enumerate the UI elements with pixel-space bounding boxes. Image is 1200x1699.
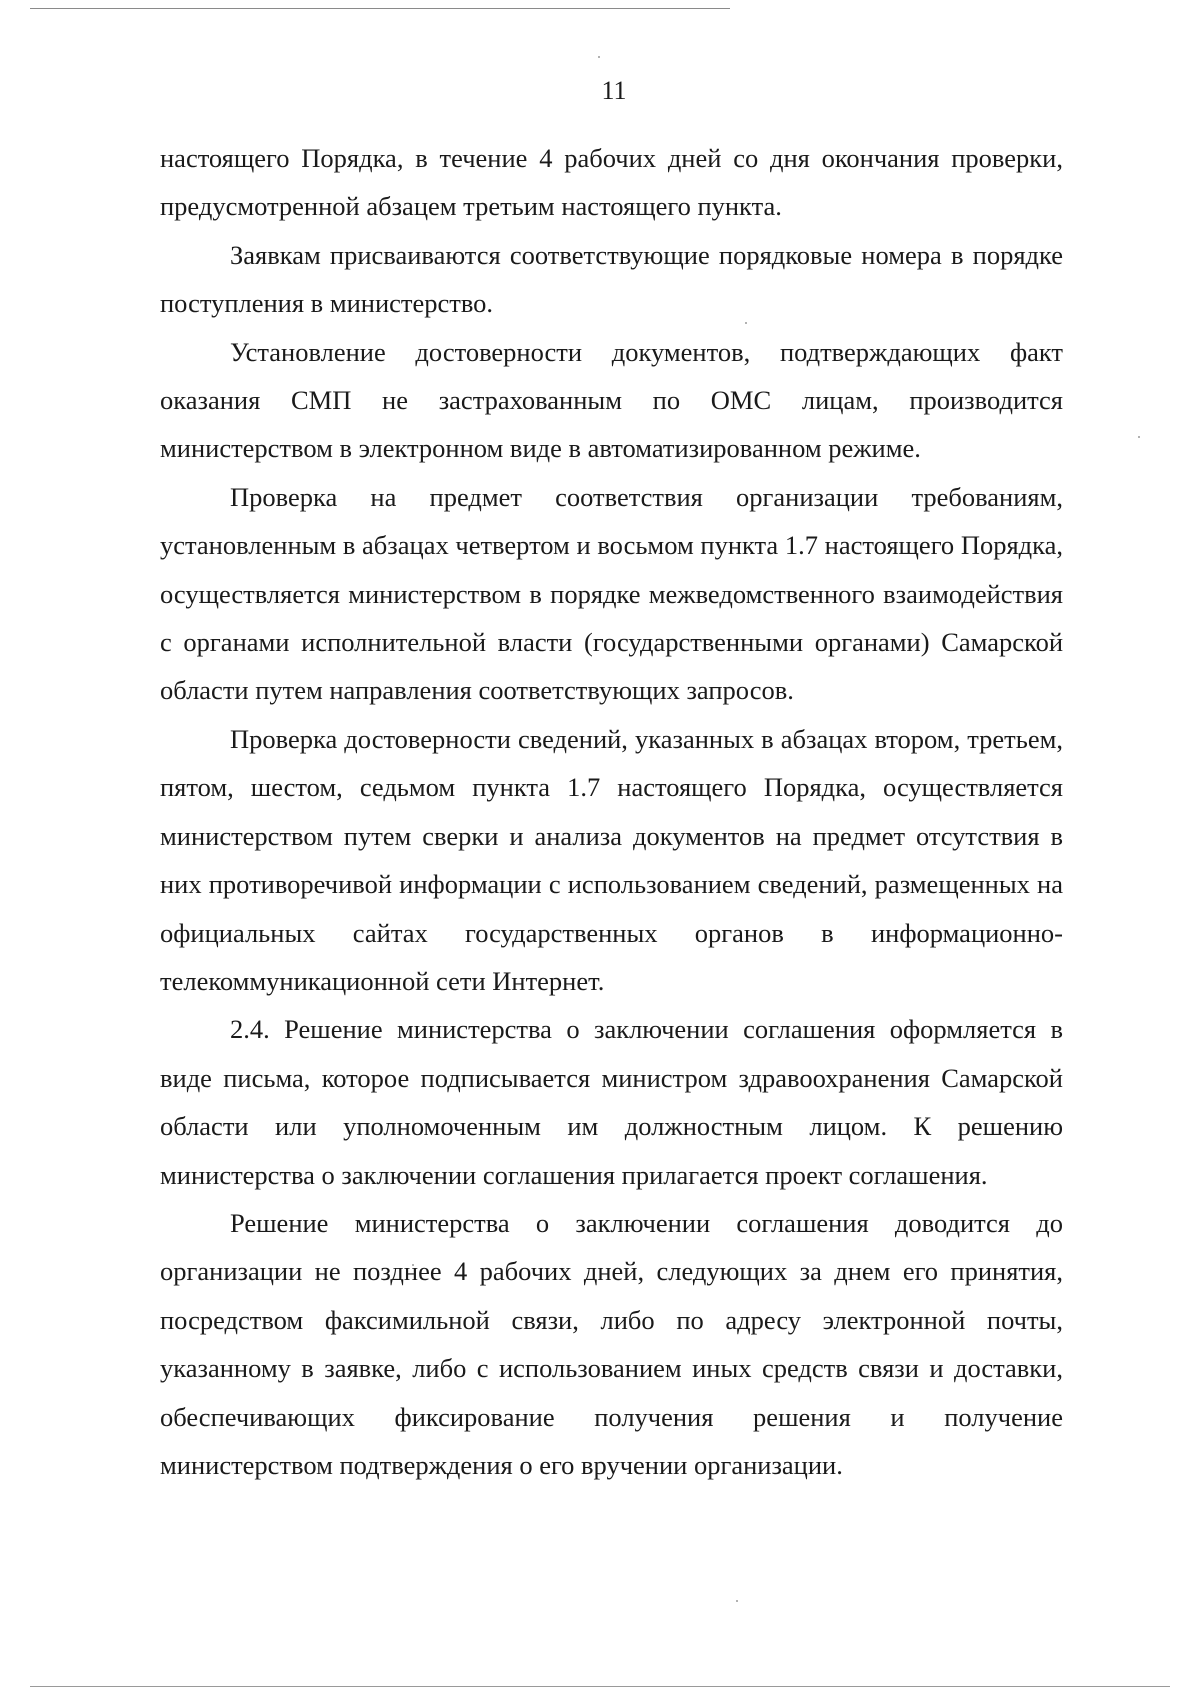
paragraph: Заявкам присваиваются соответствующие порядковые номера в порядке поступления в министерство. <box>160 239 1063 319</box>
scan-speck <box>598 56 600 58</box>
paragraph: Установление достоверности документов, подтверждающих факт оказания СМП не застрахованным по ОМС лицам, производится министерством в электронном виде в автоматизированном режиме. <box>160 336 1063 464</box>
scan-speck <box>736 1600 738 1602</box>
scan-edge-top <box>30 8 730 9</box>
document-body <box>160 134 1063 1489</box>
paragraph: Проверка достоверности сведений, указанных в абзацах втором, третьем, пятом, шестом, седьмом пункта 1.7 настоящего Порядка, осуществляется министерством путем сверки и анализа документов на предмет отсутствия в них противоречивой информации с использованием сведений, размещенных на официальных сайтах государственных органов в информационно-телекоммуникационной сети Интернет. <box>160 723 1063 996</box>
scan-edge-bottom <box>30 1686 1170 1687</box>
paragraph-continuation: настоящего Порядка, в течение 4 рабочих дней со дня окончания проверки, предусмотренной абзацем третьим настоящего пункта. <box>160 143 1063 222</box>
paragraph: Проверка на предмет соответствия организации требованиям, установленным в абзацах четвертом и восьмом пункта 1.7 настоящего Порядка, осуществляется министерством в порядке межведомственного взаимодействия с органами исполнительной власти (государственными органами) Самарской области путем направления соответствующих запросов. <box>160 481 1063 706</box>
paragraph: Решение министерства о заключении соглашения доводится до организации не позднее 4 рабочих дней, следующих за днем его принятия, посредством факсимильной связи, либо по адресу электронной почты, указанному в заявке, либо с использованием иных средств связи и доставки, обеспечивающих фиксирование получения решения и получение министерством подтверждения о его вручении организации. <box>160 1207 1063 1480</box>
page-number: 11 <box>601 76 627 105</box>
paragraph-section-2-4: 2.4. Решение министерства о заключении соглашения оформляется в виде письма, которое подписывается министром здравоохранения Самарской области или уполномоченным им должностным лицом. К решению министерства о заключении соглашения прилагается проект соглашения. <box>160 1014 1063 1190</box>
scan-speck <box>1138 436 1140 438</box>
